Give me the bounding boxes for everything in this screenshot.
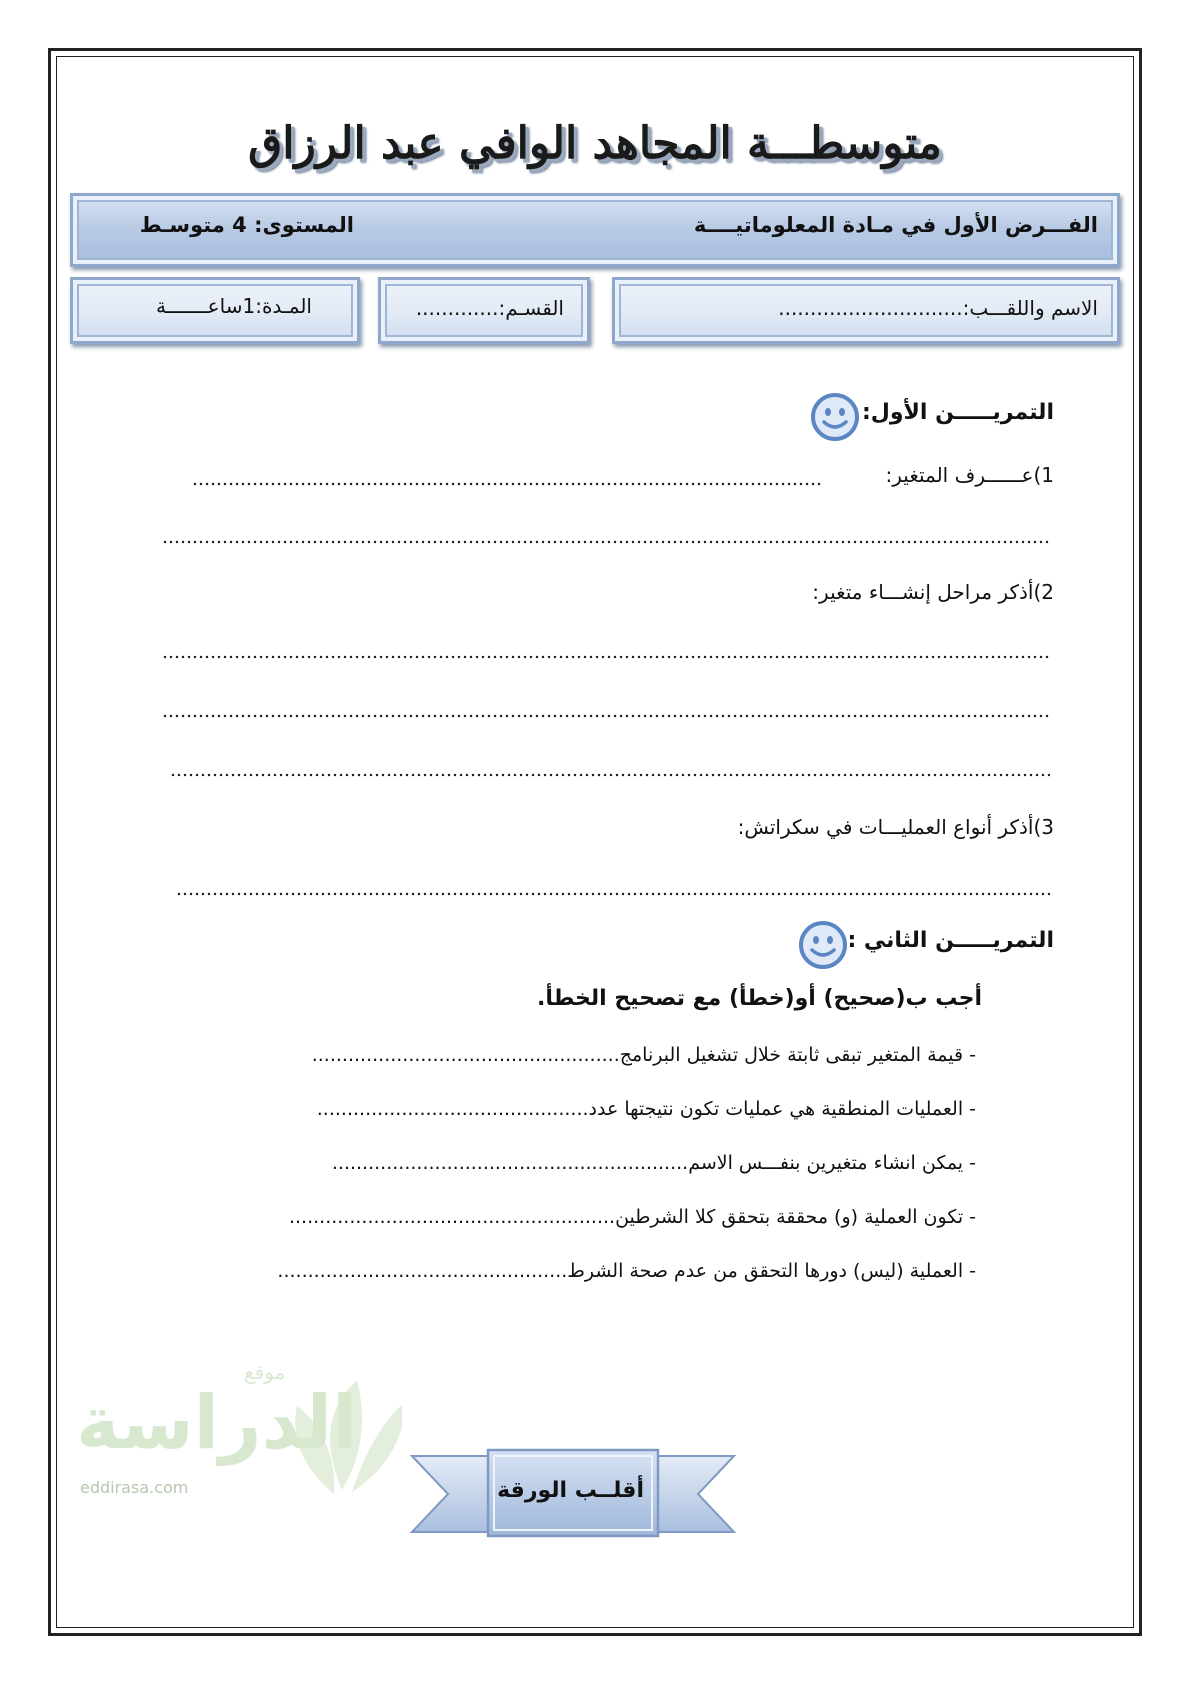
smiley-icon (810, 392, 860, 442)
question-1: 1)عــــــرف المتغير: (885, 463, 1054, 487)
statement-item: - العملية (ليس) دورها التحقق من عدم صحة الشرط................................................ (277, 1260, 976, 1282)
smiley-icon (798, 920, 848, 970)
question-3: 3)أذكر أنواع العمليـــات في سكراتش: (737, 815, 1054, 839)
turn-page-label: أقلــب الورقة (497, 1478, 644, 1503)
exam-title: الفـــرض الأول في مـادة المعلوماتيــــة (693, 213, 1098, 237)
watermark-small-word: موقع (244, 1360, 286, 1384)
watermark-logo (72, 1360, 402, 1530)
statement-item: - تكون العملية (و) محققة بتحقق كلا الشرطين...................................................... (288, 1206, 976, 1228)
exercise2-title: التمريـــــن الثاني : (847, 928, 1054, 953)
answer-line (176, 892, 1050, 896)
watermark-url: eddirasa.com (80, 1478, 189, 1497)
school-title: متوسطـــة المجاهد الوافي عبد الرزاق (248, 118, 942, 169)
answer-line (162, 540, 1050, 544)
answer-line (162, 655, 1050, 659)
section-field: القسـم:............. (415, 296, 564, 320)
level-label: المستوى: 4 متوسـط (139, 213, 354, 237)
watermark-word: الدراسة (76, 1380, 358, 1466)
answer-line (162, 714, 1050, 718)
name-field: الاسم واللقـــب:............................. (778, 296, 1098, 320)
statement-item: - قيمة المتغير تبقى ثابتة خلال تشغيل البرنامج................................................... (311, 1044, 976, 1066)
answer-line (192, 482, 822, 486)
exercise2-instruction: أجب ب(صحيح) أو(خطأ) مع تصحيح الخطأ. (536, 986, 982, 1011)
duration-field: المـدة:1ساعـــــــة (155, 294, 312, 318)
statement-item: - يمكن انشاء متغيرين بنفـــس الاسم........................................................... (331, 1152, 976, 1174)
exercise1-title: التمريـــــن الأول: (861, 400, 1054, 425)
answer-line (170, 773, 1050, 777)
statement-item: - العمليات المنطقية هي عمليات تكون نتيجتها عدد............................................. (316, 1098, 976, 1120)
question-2: 2)أذكر مراحل إنشـــاء متغير: (812, 580, 1054, 604)
